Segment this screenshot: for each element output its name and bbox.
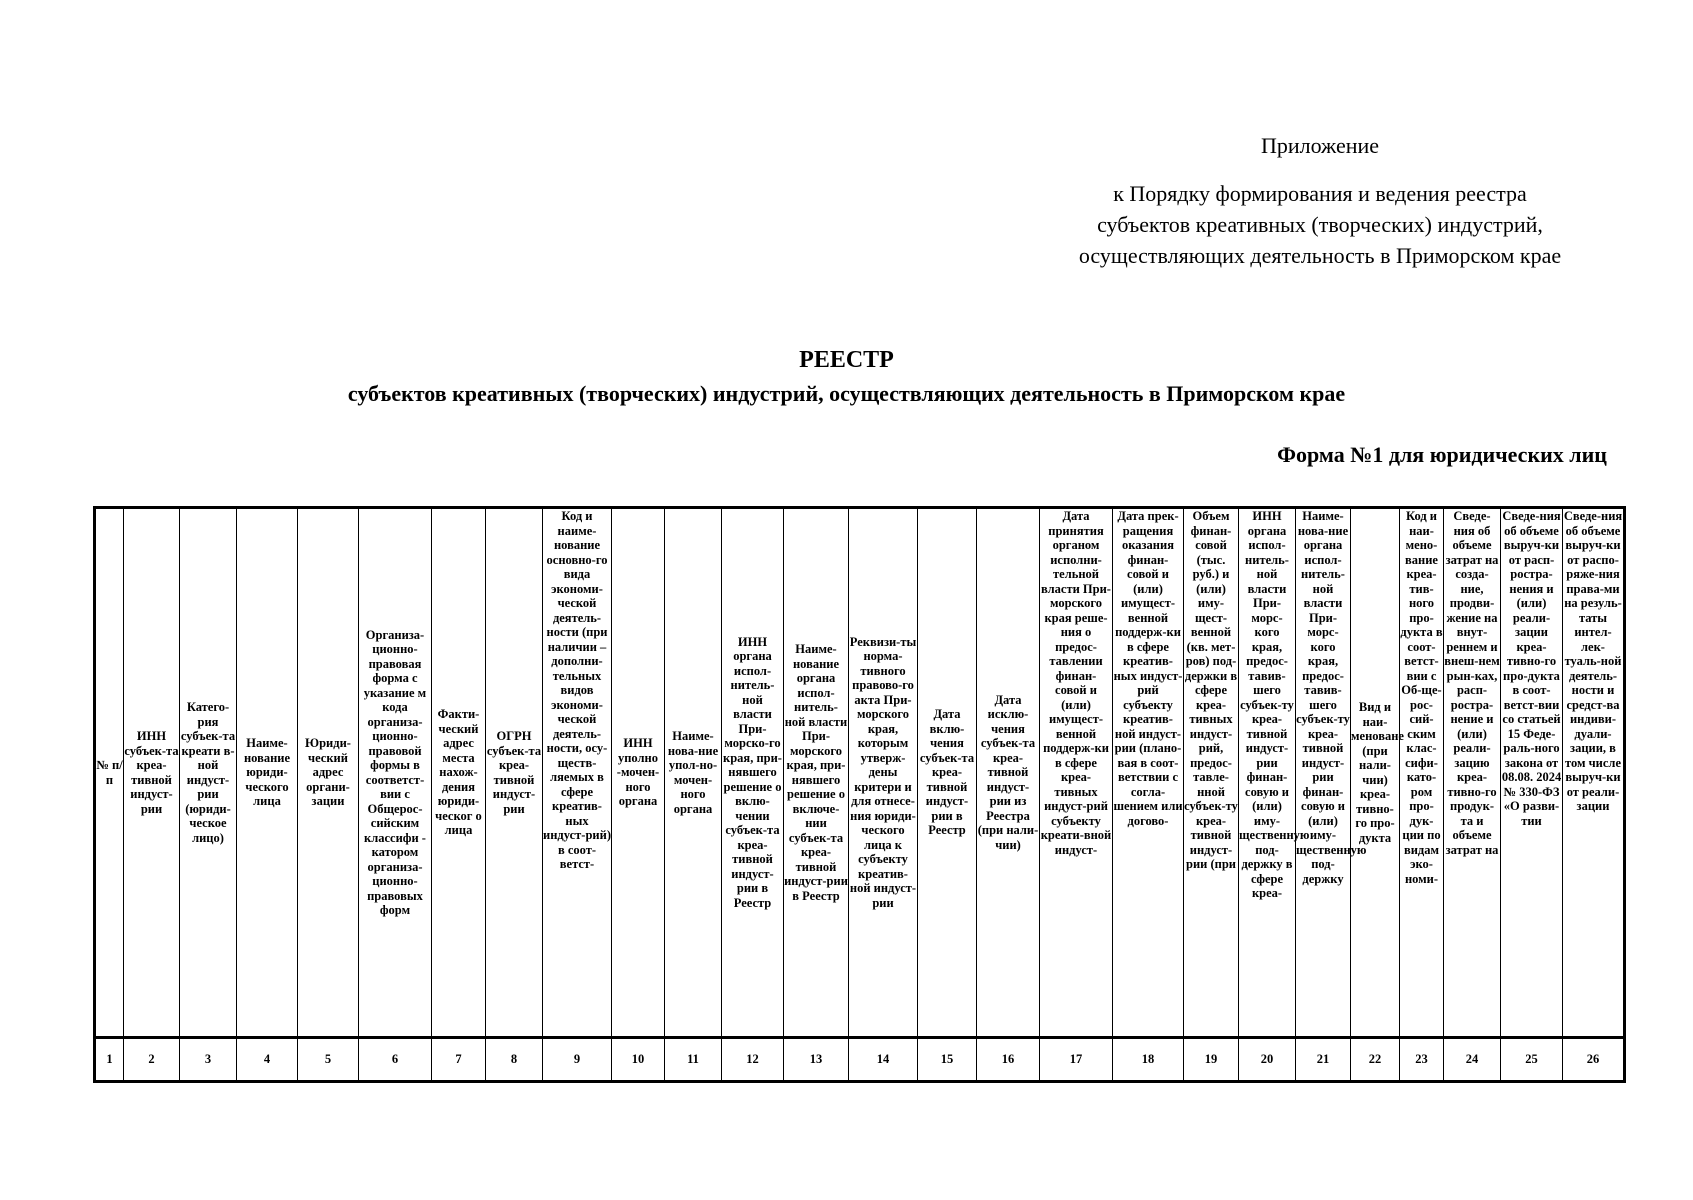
column-number: 7 <box>432 1038 486 1082</box>
column-number: 22 <box>1351 1038 1400 1082</box>
column-header: Дата исклю-чения субъек-та креа-тивной индуст-рии из Реестра (при нали-чии) <box>977 508 1040 1038</box>
column-number: 12 <box>722 1038 784 1082</box>
column-header: ОГРН субъек-та креа-тивной индуст-рии <box>486 508 543 1038</box>
column-number-row <box>95 1038 1625 1082</box>
document-title: РЕЕСТР <box>799 347 894 373</box>
column-header: ИНН органа испол-нитель-ной власти При-морско-го края, при-нявшего решение о вклю-чении субъек-та креа-тивной индуст-рии в Реестр <box>722 508 784 1038</box>
column-header: Вид и наи-меноване (при нали-чии) креа-тивно-го про-дукта <box>1351 508 1400 1038</box>
column-number: 24 <box>1444 1038 1501 1082</box>
column-number: 11 <box>665 1038 722 1082</box>
column-number: 5 <box>298 1038 359 1082</box>
column-header: Организа-ционно-правовая форма с указание м кода организа-ционно-правовой формы в соответст-вии с Общерос-сийским классифи - катором организа-ционно-правовых форм <box>359 508 432 1038</box>
appendix-title: Приложение <box>1260 133 1380 158</box>
column-number: 6 <box>359 1038 432 1082</box>
column-header: Факти-ческий адрес места нахож-дения юриди-ческог о лица <box>432 508 486 1038</box>
column-number: 3 <box>180 1038 237 1082</box>
column-header: Катего-рия субъек-та креати в-ной индуст-рии (юриди-ческое лицо) <box>180 508 237 1038</box>
appendix-block <box>1000 130 1640 271</box>
column-header: Наиме-нова-ние органа испол-нитель-ной власти При-морс-кого края, предос-тавив-шего субъек-ту креа-тивной индуст-рии финан-совую и (или) иму-щественную под-держку <box>1296 508 1351 1038</box>
registry-table <box>93 506 1626 1083</box>
column-header: Наиме-нование юриди-ческого лица <box>237 508 298 1038</box>
column-header: Сведе-ния об объеме выруч-ки от расп-ростра-нения и (или) реали-зации креа-тивно-го про-дукта в соот-ветст-вии со статьей 15 Феде-раль-ного закона от 08.08. 2024 № 330-ФЗ «О разви-тии <box>1501 508 1563 1038</box>
column-number: 23 <box>1400 1038 1444 1082</box>
column-number: 16 <box>977 1038 1040 1082</box>
column-number: 20 <box>1239 1038 1296 1082</box>
column-header: Дата принятия органом исполни-тельной власти При-морского края реше-ния о предос-тавлении финан-совой и (или) имущест-венной поддерж-ки в сфере креа-тивных индуст-рий субъекту креати-вной индуст- <box>1040 508 1113 1038</box>
column-number: 4 <box>237 1038 298 1082</box>
appendix-line-1: к Порядку формирования и ведения реестра <box>1113 181 1527 206</box>
column-number: 21 <box>1296 1038 1351 1082</box>
column-number: 13 <box>784 1038 849 1082</box>
column-number: 17 <box>1040 1038 1113 1082</box>
column-number: 15 <box>918 1038 977 1082</box>
appendix-line-2: субъектов креативных (творческих) индустрий, <box>1097 212 1543 237</box>
column-header: № п/п <box>95 508 124 1038</box>
column-header: Объем финан-совой (тыс. руб.) и (или) иму-щест-венной (кв. мет-ров) под-держки в сфере креа-тивных индуст-рий, предос-тавле-нной субъек-ту креа-тивной индуст-рии (при <box>1184 508 1239 1038</box>
column-header: Дата прек-ращения оказания финан-совой и (или) имущест-венной поддерж-ки в сфере креатив-ных индуст-рий субъекту креатив-ной индуст-рии (плано-вая в соот-ветствии с согла-шением или догово- <box>1113 508 1184 1038</box>
column-header: ИНН органа испол-нитель-ной власти При-морс-кого края, предос-тавив-шего субъек-ту креа-тивной индуст-рии финан-совую и (или) иму-щественную под-держку в сфере креа- <box>1239 508 1296 1038</box>
form-label: Форма №1 для юридических лиц <box>1277 442 1607 467</box>
column-number: 1 <box>95 1038 124 1082</box>
column-header: Реквизи-ты норма-тивного правово-го акта При-морского края, которым утверж-дены критери и для отнесе-ния юриди-ческого лица к субъекту креатив-ной индуст-рии <box>849 508 918 1038</box>
column-number: 2 <box>124 1038 180 1082</box>
column-header: ИНН субъек-та креа-тивной индуст-рии <box>124 508 180 1038</box>
header-row <box>95 508 1625 1038</box>
column-header: Дата вклю-чения субъек-та креа-тивной индуст-рии в Реестр <box>918 508 977 1038</box>
column-header: ИНН уполно -мочен-ного органа <box>612 508 665 1038</box>
column-number: 18 <box>1113 1038 1184 1082</box>
column-number: 14 <box>849 1038 918 1082</box>
column-header: Юриди-ческий адрес органи-зации <box>298 508 359 1038</box>
document-subtitle: субъектов креативных (творческих) индустрий, осуществляющих деятельность в Приморском крае <box>347 381 1346 406</box>
column-header: Сведе-ния об объеме выруч-ки от распо-ряже-ния права-ми на резуль-таты интел-лек-туаль-ной деятель-ности и средст-ва индиви-дуали-зации, в том числе выруч-ки от реали-зации <box>1563 508 1625 1038</box>
column-number: 25 <box>1501 1038 1563 1082</box>
column-header: Код и наиме-нование основно-го вида экономи-ческой деятель-ности (при наличии – дополни-тельных видов экономи-ческой деятель-ности, осу-ществ-ляемых в сфере креатив-ных индуст-рий) в соот-ветст- <box>543 508 612 1038</box>
column-number: 9 <box>543 1038 612 1082</box>
column-number: 26 <box>1563 1038 1625 1082</box>
column-number: 10 <box>612 1038 665 1082</box>
column-number: 8 <box>486 1038 543 1082</box>
column-header: Сведе-ния об объеме затрат на созда-ние, продви-жение на внут-реннем и внеш-нем рын-ках, расп-ростра-нение и (или) реали-зацию креа-тивно-го продук-та и объеме затрат на <box>1444 508 1501 1038</box>
appendix-line-3: осуществляющих деятельность в Приморском крае <box>1078 243 1562 268</box>
column-header: Код и наи-мено-вание креа-тив-ного про-дукта в соот-ветст-вии с Об-ще-рос-сий-ским клас-сифи-като-ром про-дук-ции по видам эко-номи- <box>1400 508 1444 1038</box>
column-number: 19 <box>1184 1038 1239 1082</box>
column-header: Наиме-нова-ние упол-но-мочен-ного органа <box>665 508 722 1038</box>
column-header: Наиме-нование органа испол-нитель-ной власти При-морского края, при-нявшего решение о включе-нии субъек-та креа-тивной индуст-рии в Реестр <box>784 508 849 1038</box>
